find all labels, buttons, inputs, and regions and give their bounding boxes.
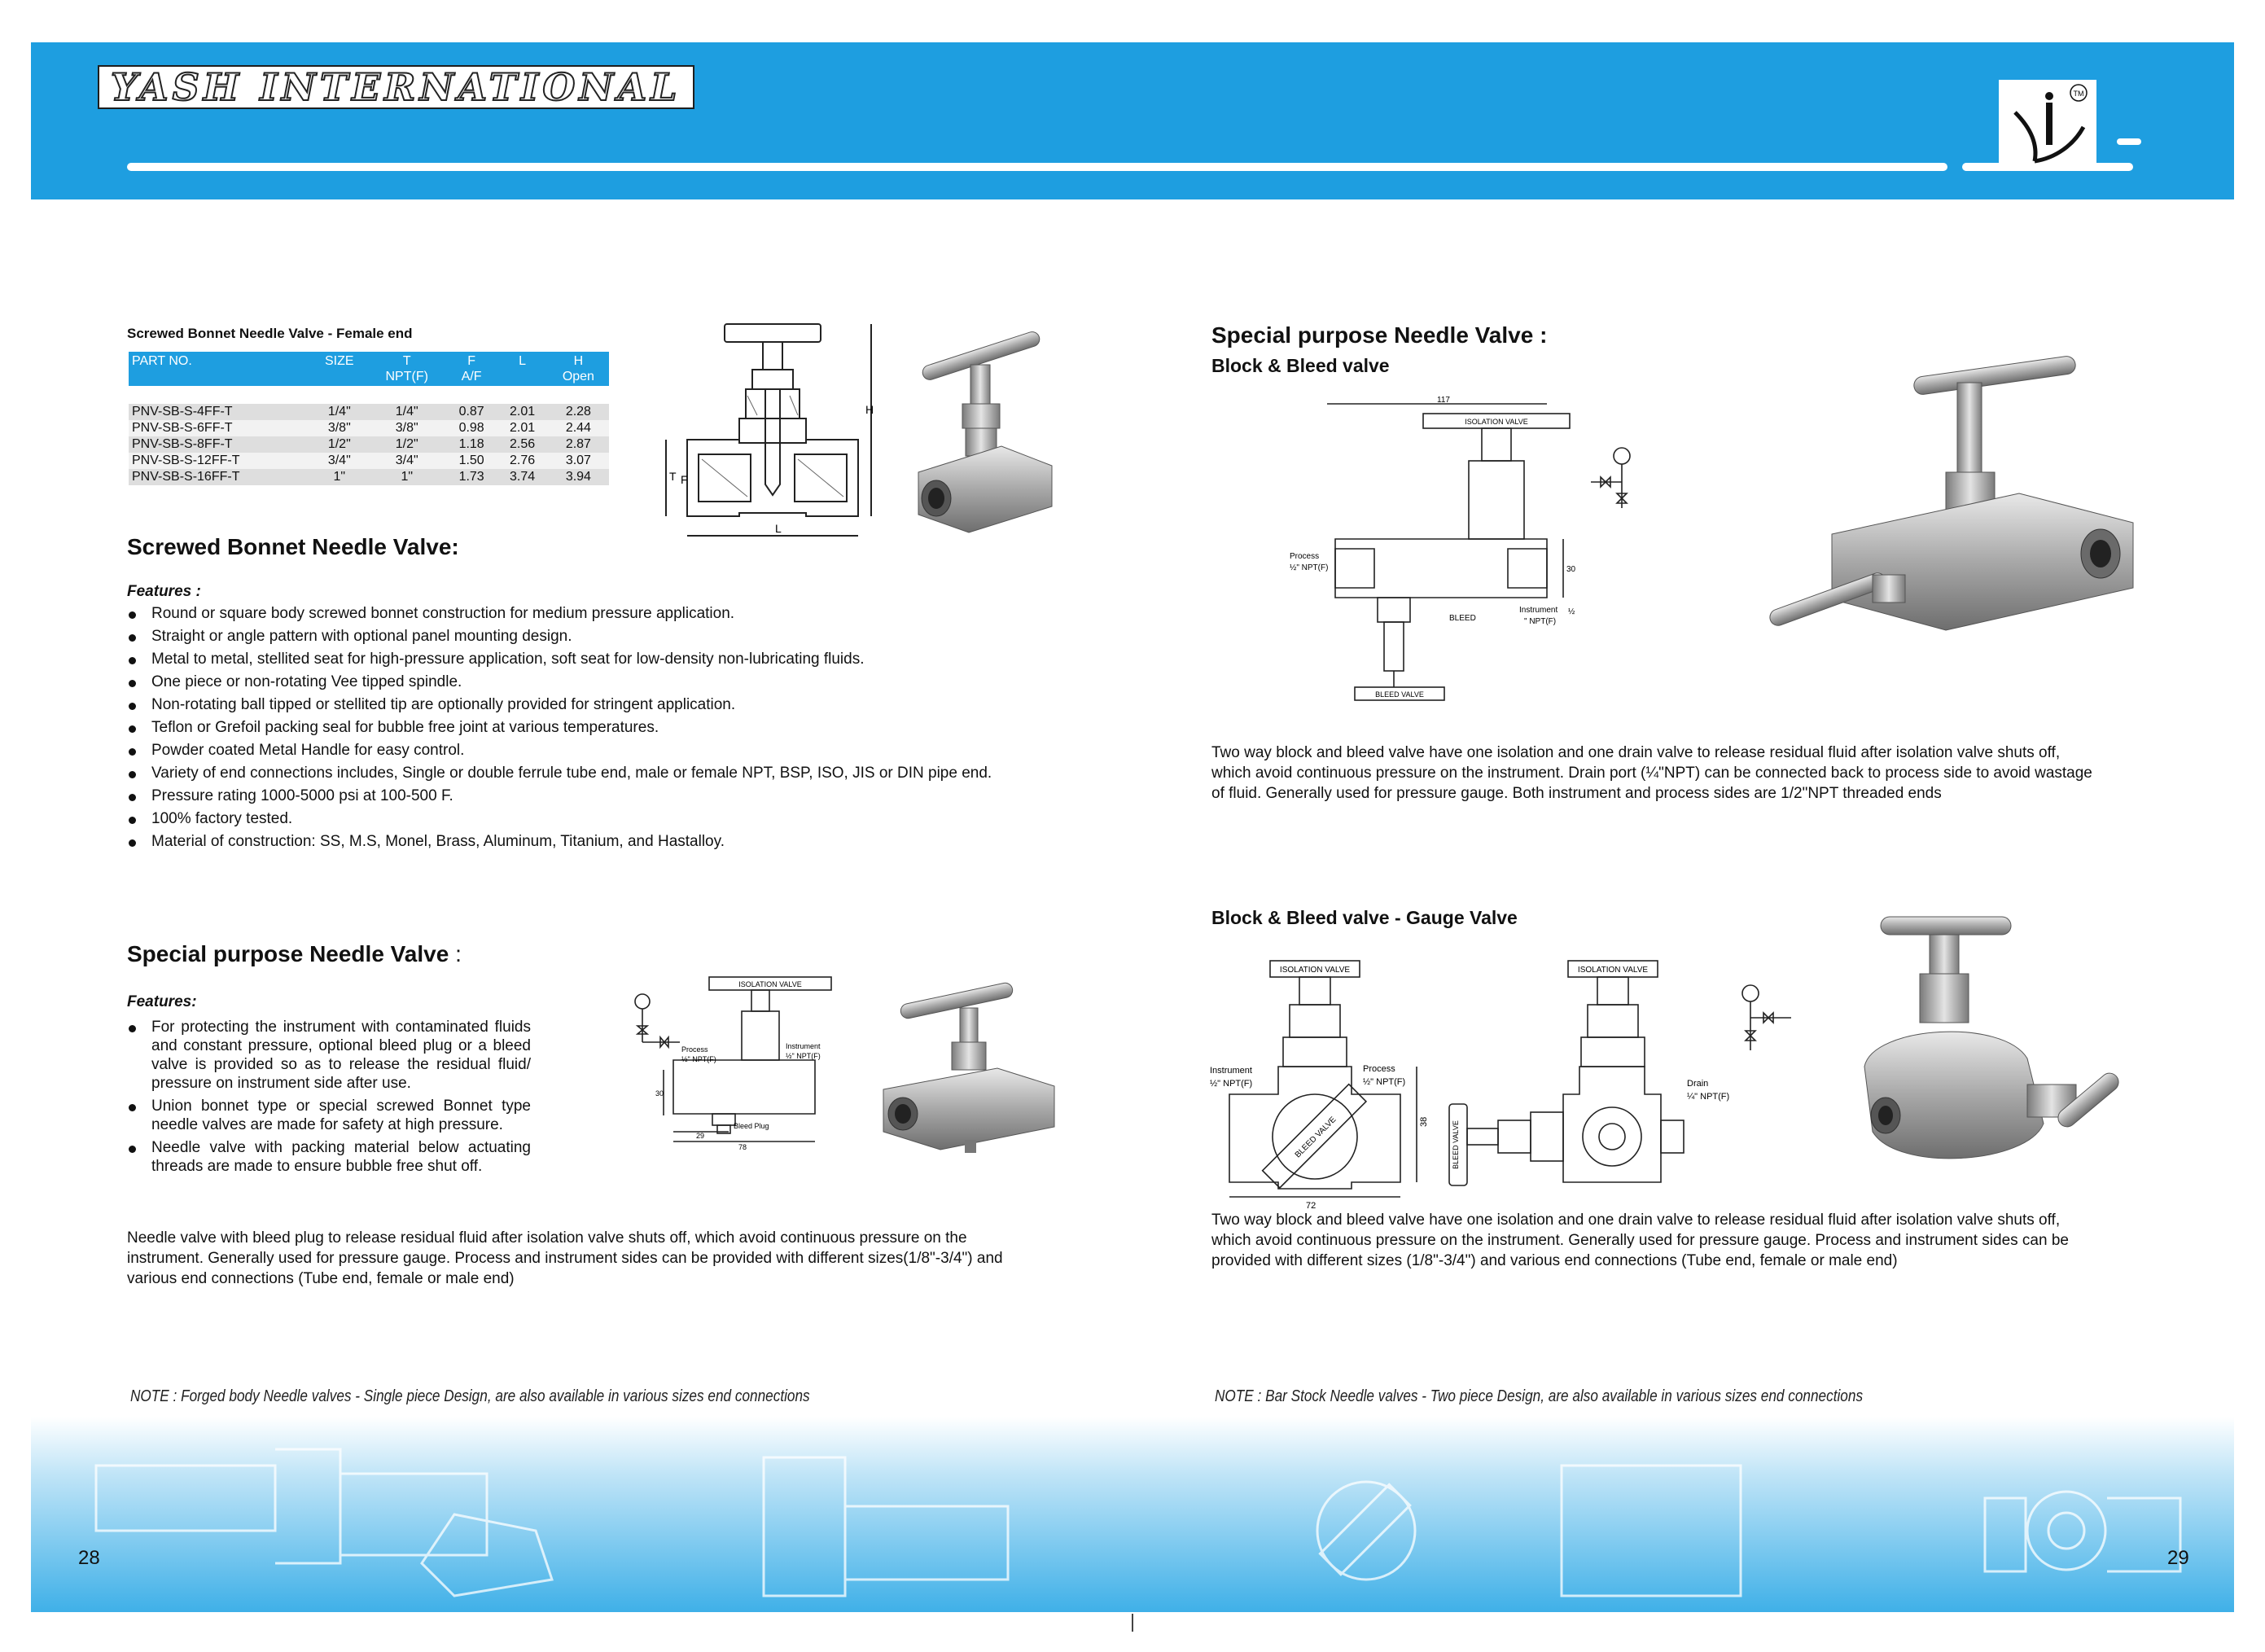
gauge-valve-drawing bbox=[1205, 953, 1807, 1211]
dim-label-l: L bbox=[775, 522, 782, 535]
cell-f: 1.18 bbox=[446, 436, 497, 453]
cell-l: 2.56 bbox=[497, 436, 547, 453]
section-title-right-special: Special purpose Needle Valve : bbox=[1211, 322, 1548, 348]
dim-label-f: F bbox=[681, 473, 688, 486]
list-item: Round or square body screwed bonnet construction for medium pressure application. bbox=[127, 604, 998, 623]
cell-l: 2.76 bbox=[497, 453, 547, 469]
page-number-left: 28 bbox=[78, 1547, 100, 1569]
col-header-part-no: PART NO. bbox=[129, 352, 311, 386]
note-left: NOTE : Forged body Needle valves - Single piece Design, are also available in various sizes end connections bbox=[130, 1387, 810, 1405]
cell-f: 1.73 bbox=[446, 469, 497, 485]
label-bleed-valve-r2a: BLEED VALVE bbox=[1293, 1115, 1338, 1160]
dim-label-117: 117 bbox=[1437, 396, 1450, 405]
gauge-valve-photo bbox=[1848, 904, 2133, 1197]
note-right: NOTE : Bar Stock Needle valves - Two piece Design, are also available in various sizes end connections bbox=[1215, 1387, 1864, 1405]
label-isolation-valve-r2a: ISOLATION VALVE bbox=[1279, 966, 1351, 975]
page-fold-mark bbox=[1132, 1614, 1133, 1632]
label-bleed-valve-r2b: BLEED VALVE bbox=[1452, 1120, 1460, 1169]
cell-size: 1/4" bbox=[311, 404, 367, 420]
label-instrument-r1: Instrument bbox=[1519, 606, 1558, 615]
label-drain-npt: ¼" NPT(F) bbox=[1687, 1092, 1730, 1102]
label-process-npt-r1: ½" NPT(F) bbox=[1290, 563, 1329, 572]
header-rule-tick bbox=[2117, 138, 2141, 145]
needle-valve-photo bbox=[904, 326, 1058, 537]
list-item: Metal to metal, stellited seat for high-pressure application, soft seat for low-density non-lubricating fluids. bbox=[127, 650, 998, 668]
brand-title: YASH INTERNATIONAL bbox=[98, 65, 694, 109]
cell-t: 3/4" bbox=[368, 453, 446, 469]
list-item: Teflon or Grefoil packing seal for bubble free joint at various temperatures. bbox=[127, 718, 998, 737]
features-list-1 bbox=[127, 604, 998, 855]
list-item: Material of construction: SS, M.S, Monel, Brass, Aluminum, Titanium, and Hastalloy. bbox=[127, 832, 998, 851]
label-bleed-r1: BLEED bbox=[1449, 614, 1476, 623]
dim-label-78: 78 bbox=[738, 1143, 747, 1151]
table-title: Screwed Bonnet Needle Valve - Female end bbox=[127, 326, 413, 341]
cell-size: 1" bbox=[311, 469, 367, 485]
cell-part-no: PNV-SB-S-16FF-T bbox=[129, 469, 311, 485]
cell-size: 1/2" bbox=[311, 436, 367, 453]
features-list-2 bbox=[127, 1018, 531, 1180]
label-instrument-npt: ½" NPT(F) bbox=[786, 1052, 821, 1060]
label-bleed-valve-r1: BLEED VALVE bbox=[1375, 690, 1424, 699]
cell-size: 3/4" bbox=[311, 453, 367, 469]
cell-f: 0.87 bbox=[446, 404, 497, 420]
label-isolation-valve-r1: ISOLATION VALVE bbox=[1465, 418, 1528, 426]
footer-blueprint-watermark bbox=[31, 1417, 2234, 1612]
label-process: Process bbox=[681, 1045, 708, 1054]
cell-part-no: PNV-SB-S-12FF-T bbox=[129, 453, 311, 469]
cell-l: 3.74 bbox=[497, 469, 547, 485]
dim-label-38: 38 bbox=[1419, 1116, 1429, 1127]
logo-mark-icon bbox=[1999, 80, 2096, 168]
label-instrument-frac-r1: ½ bbox=[1568, 607, 1575, 616]
cell-h: 2.44 bbox=[548, 420, 609, 436]
list-item: For protecting the instrument with contaminated fluids and constant pressure, optional bleed plug or a bleed valve is provided so as to release the residual fluid/ pressure on instrument side after use. bbox=[127, 1018, 531, 1093]
label-isolation-valve: ISOLATION VALVE bbox=[738, 980, 802, 988]
dim-label-h: H bbox=[865, 403, 874, 416]
block-bleed-description: Two way block and bleed valve have one isolation and one drain valve to release residual fluid after isolation valve shuts off, which avoid continuous pressure on the instrument. Drain port (¼"NPT) can be connected back to process side to avoid wastage of fluid. Generally used for pressure gauge. Both instrument and process sides are 1/2"NPT threaded ends bbox=[1211, 744, 2092, 802]
label-drain: Drain bbox=[1687, 1079, 1709, 1089]
cell-t: 1" bbox=[368, 469, 446, 485]
cell-t: 1/2" bbox=[368, 436, 446, 453]
dim-label-29: 29 bbox=[696, 1132, 705, 1140]
cell-part-no: PNV-SB-S-4FF-T bbox=[129, 404, 311, 420]
label-process-npt: ½" NPT(F) bbox=[681, 1055, 716, 1063]
features-heading-1: Features : bbox=[127, 583, 201, 600]
cell-t: 3/8" bbox=[368, 420, 446, 436]
list-item: Straight or angle pattern with optional panel mounting design. bbox=[127, 627, 998, 646]
col-header-f: F A/F bbox=[446, 352, 497, 386]
table-row bbox=[129, 404, 609, 420]
cell-f: 0.98 bbox=[446, 420, 497, 436]
dim-label-72: 72 bbox=[1306, 1201, 1317, 1211]
cell-size: 3/8" bbox=[311, 420, 367, 436]
list-item: 100% factory tested. bbox=[127, 809, 998, 828]
block-bleed-valve-photo bbox=[1750, 350, 2182, 668]
section-title-screwed-bonnet: Screwed Bonnet Needle Valve: bbox=[127, 534, 459, 559]
table-row bbox=[129, 420, 609, 436]
section-title-special-purpose: Special purpose Needle Valve : bbox=[127, 941, 462, 966]
dim-label-30-r1: 30 bbox=[1566, 565, 1576, 574]
col-header-h: H Open bbox=[548, 352, 609, 386]
cell-l: 2.01 bbox=[497, 420, 547, 436]
screwed-bonnet-valve-drawing bbox=[661, 318, 881, 554]
bleed-valve-photo bbox=[875, 977, 1062, 1164]
special-purpose-description: Needle valve with bleed plug to release residual fluid after isolation valve shuts off, which avoid continuous pressure on the instrument. Generally used for pressure gauge. Process and instrument sides can be provided with different sizes(1/8"-3/4") and various end connections (Tube end, female or male end) bbox=[127, 1229, 1003, 1287]
cell-part-no: PNV-SB-S-8FF-T bbox=[129, 436, 311, 453]
col-header-size: SIZE bbox=[311, 352, 367, 386]
dim-label-t: T bbox=[669, 470, 677, 483]
cell-h: 2.28 bbox=[548, 404, 609, 420]
label-instrument-npt-r1: " NPT(F) bbox=[1524, 617, 1557, 626]
company-logo bbox=[1999, 80, 2096, 168]
table-header-row bbox=[129, 352, 609, 386]
features-heading-2: Features: bbox=[127, 993, 197, 1010]
header-rule-left bbox=[127, 163, 1947, 171]
list-item: Pressure rating 1000-5000 psi at 100-500 F. bbox=[127, 787, 998, 805]
section-subtitle-block-bleed: Block & Bleed valve bbox=[1211, 355, 1390, 376]
block-bleed-valve-drawing bbox=[1286, 394, 1645, 720]
list-item: One piece or non-rotating Vee tipped spindle. bbox=[127, 673, 998, 691]
cell-h: 3.94 bbox=[548, 469, 609, 485]
cell-part-no: PNV-SB-S-6FF-T bbox=[129, 420, 311, 436]
label-process-r1: Process bbox=[1290, 552, 1320, 561]
label-process-r2: Process bbox=[1363, 1064, 1395, 1074]
cell-t: 1/4" bbox=[368, 404, 446, 420]
cell-h: 3.07 bbox=[548, 453, 609, 469]
label-bleed-plug: Bleed Plug bbox=[734, 1122, 769, 1130]
table-row bbox=[129, 436, 609, 453]
table-row bbox=[129, 469, 609, 485]
label-instrument-r2: Instrument bbox=[1210, 1066, 1252, 1076]
footer-band bbox=[31, 1417, 2234, 1612]
label-instrument: Instrument bbox=[786, 1042, 821, 1050]
cell-f: 1.50 bbox=[446, 453, 497, 469]
list-item: Powder coated Metal Handle for easy control. bbox=[127, 741, 998, 760]
label-instrument-npt-r2: ½" NPT(F) bbox=[1210, 1079, 1253, 1089]
list-item: Union bonnet type or special screwed Bonnet type needle valves are made for safety at high pressure. bbox=[127, 1097, 531, 1134]
label-process-npt-r2: ½" NPT(F) bbox=[1363, 1077, 1406, 1087]
trademark-badge: TM bbox=[2073, 90, 2084, 98]
table-row bbox=[129, 453, 609, 469]
section-title-gauge-valve: Block & Bleed valve - Gauge Valve bbox=[1211, 907, 1518, 928]
page-number-right: 29 bbox=[2167, 1547, 2189, 1569]
dim-label-30: 30 bbox=[655, 1089, 664, 1098]
bleed-plug-valve-drawing bbox=[631, 969, 843, 1156]
cell-l: 2.01 bbox=[497, 404, 547, 420]
list-item: Non-rotating ball tipped or stellited tip are optionally provided for stringent application. bbox=[127, 695, 998, 714]
spec-table bbox=[129, 352, 609, 485]
col-header-t: T NPT(F) bbox=[368, 352, 446, 386]
list-item: Needle valve with packing material below actuating threads are made to ensure bubble free shut off. bbox=[127, 1138, 531, 1176]
list-item: Variety of end connections includes, Single or double ferrule tube end, male or female NPT, BSP, ISO, JIS or DIN pipe end. bbox=[127, 764, 998, 782]
cell-h: 2.87 bbox=[548, 436, 609, 453]
gauge-valve-description: Two way block and bleed valve have one isolation and one drain valve to release residual fluid after isolation valve shuts off, which avoid continuous pressure on the instrument. Generally used for pressure gauge. Process and instrument sides can be provided with different sizes (1/8"-3/4") and various end connections (Tube end, female or male end) bbox=[1211, 1212, 2069, 1269]
col-header-l: L bbox=[497, 352, 547, 386]
label-isolation-valve-r2b: ISOLATION VALVE bbox=[1577, 966, 1649, 975]
